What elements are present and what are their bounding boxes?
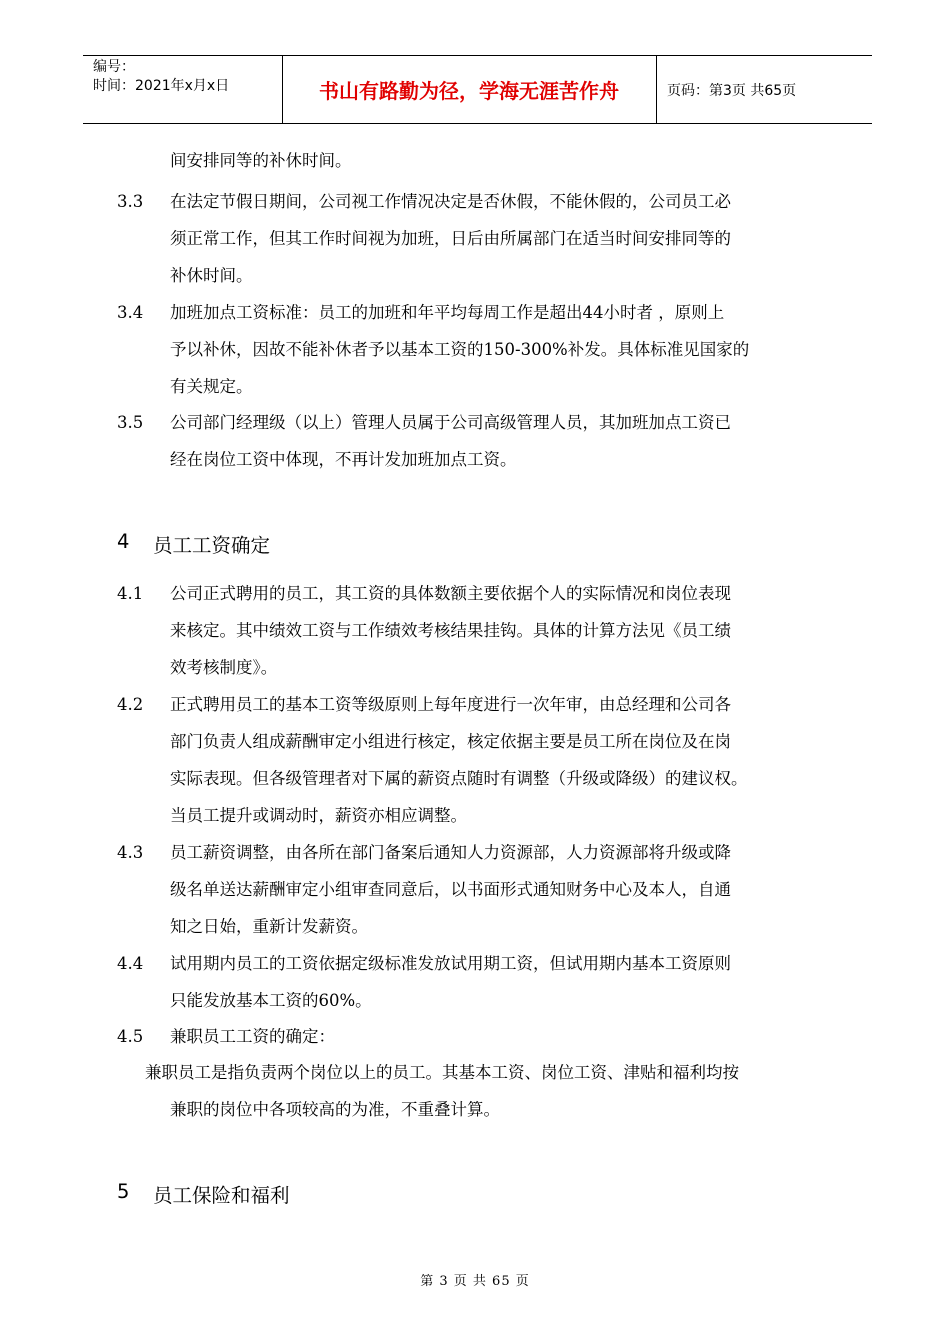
- header-meta: [93, 58, 273, 96]
- body-text: 公司部门经理级（以上）管理人员属于公司高级管理人员，其加班加点工资已: [170, 413, 731, 432]
- body-text: 只能发放基本工资的60%。: [170, 991, 372, 1010]
- clause-number: 4.3: [117, 843, 144, 862]
- section-number: 5: [117, 1180, 130, 1203]
- body-text: 级名单送达薪酬审定小组审查同意后，以书面形式通知财务中心及本人，自通: [170, 880, 731, 899]
- header-divider: [656, 56, 657, 123]
- section-title: 员工保险和福利: [153, 1184, 290, 1207]
- clause-number: 4.4: [117, 954, 144, 973]
- header-motto: 书山有路勤为径，学海无涯苦作舟: [319, 79, 619, 103]
- section-number: 4: [117, 530, 130, 553]
- body-text: 间安排同等的补休时间。: [170, 151, 352, 170]
- header-page-info: 页码：第3页 共65页: [667, 82, 797, 99]
- section-heading: [117, 530, 271, 557]
- body-text: 来核定。其中绩效工资与工作绩效考核结果挂钩。具体的计算方法见《员工绩: [170, 621, 731, 640]
- body-text: 加班加点工资标准：员工的加班和年平均每周工作是超出44小时者 ，原则上: [170, 303, 725, 322]
- body-text: 部门负责人组成薪酬审定小组进行核定，核定依据主要是员工所在岗位及在岗: [170, 732, 731, 751]
- clause-number: 3.5: [117, 413, 144, 432]
- body-text: 实际表现。但各级管理者对下属的薪资点随时有调整（升级或降级）的建议权。: [170, 769, 748, 788]
- body-text: 效考核制度》。: [170, 658, 278, 677]
- clause-number: 4.5: [117, 1027, 144, 1046]
- body-text: 兼职员工工资的确定：: [170, 1027, 335, 1046]
- body-text: 正式聘用员工的基本工资等级原则上每年度进行一次年审，由总经理和公司各: [170, 695, 731, 714]
- body-text: 兼职员工是指负责两个岗位以上的员工。其基本工资、岗位工资、津贴和福利均按: [145, 1063, 739, 1082]
- body-text: 当员工提升或调动时，薪资亦相应调整。: [170, 806, 467, 825]
- body-text: 有关规定。: [170, 377, 253, 396]
- body-text: 在法定节假日期间，公司视工作情况决定是否休假，不能休假的，公司员工必: [170, 192, 731, 211]
- body-text: 兼职的岗位中各项较高的为准，不重叠计算。: [170, 1100, 500, 1119]
- page-header: [83, 55, 872, 124]
- body-text: 予以补休，因故不能补休者予以基本工资的150-300%补发。具体标准见国家的: [170, 340, 750, 359]
- doc-number-label: 编号：: [93, 59, 135, 75]
- body-text: 试用期内员工的工资依据定级标准发放试用期工资，但试用期内基本工资原则: [170, 954, 731, 973]
- clause-number: 4.2: [117, 695, 144, 714]
- clause-number: 3.4: [117, 303, 144, 322]
- body-text: 须正常工作，但其工作时间视为加班，日后由所属部门在适当时间安排同等的: [170, 229, 731, 248]
- clause-number: 3.3: [117, 192, 144, 211]
- page-footer: 第 3 页 共 65 页: [420, 1274, 530, 1289]
- section-heading: [117, 1180, 290, 1207]
- body-text: 补休时间。: [170, 266, 253, 285]
- body-text: 经在岗位工资中体现，不再计发加班加点工资。: [170, 450, 517, 469]
- section-title: 员工工资确定: [153, 534, 271, 557]
- body-text: 公司正式聘用的员工，其工资的具体数额主要依据个人的实际情况和岗位表现: [170, 584, 731, 603]
- clause-number: 4.1: [117, 584, 144, 603]
- doc-time-label: 时间：2021年x月x日: [93, 78, 230, 94]
- body-text: 员工薪资调整，由各所在部门备案后通知人力资源部，人力资源部将升级或降: [170, 843, 731, 862]
- body-text: 知之日始，重新计发薪资。: [170, 917, 368, 936]
